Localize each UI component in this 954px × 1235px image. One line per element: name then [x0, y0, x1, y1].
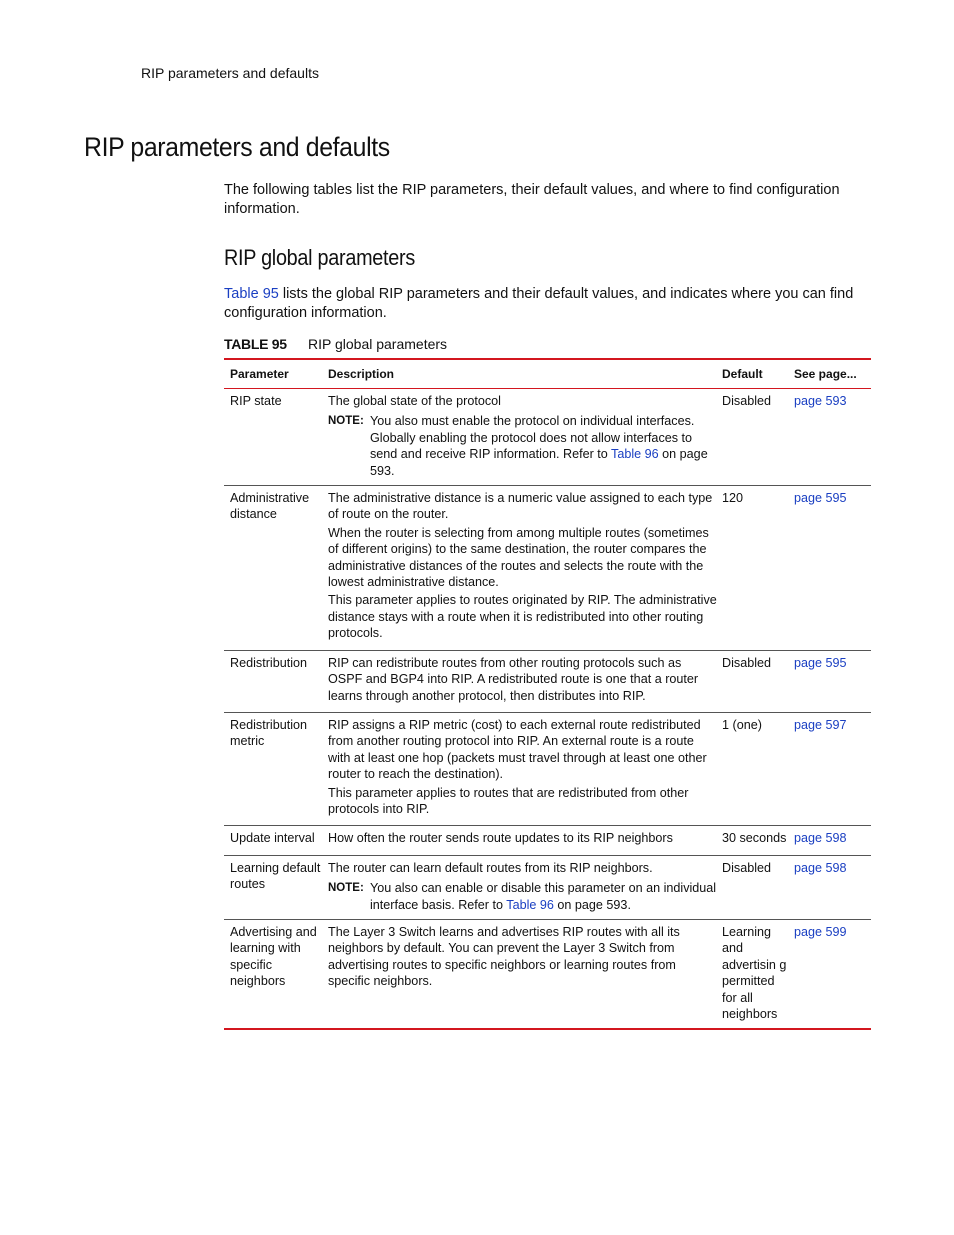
cell-see-page: [789, 716, 871, 819]
cell-default: Disabled: [722, 394, 772, 408]
table-caption-number: TABLE 95: [224, 336, 287, 352]
note-text: You also must enable the protocol on individual interfaces. Globally enabling the protocol does not allow interfaces to send and receive RIP information. Refer to Table 96 on page 593.: [370, 414, 708, 478]
description-text: The administrative distance is a numeric value assigned to each type of route on the router.: [328, 491, 713, 522]
note: [328, 880, 717, 913]
note: [328, 413, 717, 479]
cell-default: 1 (one): [722, 717, 762, 732]
page-link[interactable]: page 599: [794, 924, 847, 939]
table-96-link[interactable]: Table 96: [611, 447, 659, 462]
cell-description: [322, 716, 717, 819]
description-text: This parameter applies to routes that are redistributed from other protocols into RIP.: [328, 785, 689, 816]
description-text: This parameter applies to routes originated by RIP. The administrative distance stays with a route when it is redistributed into other routing protocols.: [328, 593, 717, 641]
section-title: RIP global parameters: [224, 245, 415, 270]
description-text: The global state of the protocol: [328, 394, 501, 408]
table-row: [224, 826, 871, 855]
cell-see-page: [789, 829, 871, 848]
table-header-row: [224, 360, 871, 389]
header-default: Default: [722, 367, 763, 381]
page-link[interactable]: page 595: [794, 655, 847, 670]
cell-default: 30 seconds: [722, 831, 787, 846]
page-link[interactable]: page 597: [794, 717, 847, 732]
intro-paragraph: The following tables list the RIP parameters, their default values, and where to find configuration information.: [224, 182, 840, 217]
cell-see-page: [789, 489, 871, 644]
cell-description: [322, 654, 717, 706]
cell-description: [322, 923, 717, 1022]
cell-default: Learning and advertisin g permitted for all neighbors: [722, 924, 787, 1021]
cell-see-page: [789, 859, 871, 913]
cell-parameter: Advertising and learning with specific neighbors: [230, 924, 317, 989]
cell-default: 120: [722, 491, 744, 506]
table-row: [224, 856, 871, 920]
cell-description: [322, 859, 717, 913]
section-paragraph: [224, 285, 874, 323]
description-text: RIP assigns a RIP metric (cost) to each external route redistributed from another routing protocol into RIP. An external route is a route with at least one hop (packets must travel through at least one other router to reach the destination).: [328, 717, 707, 782]
page-title: RIP parameters and defaults: [84, 132, 390, 162]
table-bottom-rule: [224, 1028, 871, 1030]
cell-default: Disabled: [722, 655, 772, 670]
note-label: NOTE:: [328, 415, 364, 428]
cell-description: [322, 392, 717, 479]
cell-parameter: Learning default routes: [230, 860, 321, 892]
table-caption: [224, 336, 447, 352]
cell-see-page: [789, 654, 871, 706]
page-link[interactable]: page 593: [794, 394, 847, 408]
table-row: [224, 713, 871, 826]
cell-see-page: [789, 923, 871, 1022]
table-row: [224, 389, 871, 486]
description-text: The Layer 3 Switch learns and advertises RIP routes with all its neighbors by default. You can prevent the Layer 3 Switch from advertising routes to specific neighbors or learning routes from specific neighbors.: [328, 924, 680, 989]
section-paragraph-text: lists the global RIP parameters and their default values, and indicates where you can find configuration information.: [224, 286, 854, 321]
cell-parameter: Administrative distance: [230, 491, 310, 522]
cell-default: Disabled: [722, 860, 772, 875]
note-label: NOTE:: [328, 882, 364, 895]
table-96-link[interactable]: Table 96: [506, 897, 554, 912]
cell-see-page: [789, 392, 871, 479]
cell-parameter: Update interval: [230, 831, 315, 846]
description-text: When the router is selecting from among multiple routes (sometimes of different origins) to the same destination, the router compares the administrative distances of the routes and selects the route with the lowest administrative distance.: [328, 525, 709, 590]
cell-description: [322, 829, 717, 848]
cell-parameter: Redistribution metric: [230, 717, 308, 749]
page-link[interactable]: page 598: [794, 860, 847, 875]
description-text: The router can learn default routes from its RIP neighbors.: [328, 860, 653, 875]
cell-parameter: Redistribution: [230, 655, 308, 670]
header-parameter: Parameter: [230, 367, 289, 381]
header-see-page: See page...: [794, 367, 857, 381]
page-link[interactable]: page 598: [794, 831, 847, 846]
table-row: [224, 920, 871, 1028]
description-text: RIP can redistribute routes from other routing protocols such as OSPF and BGP4 into RIP. A redistributed route is one that a router learns through another protocol, then distributes into RIP.: [328, 655, 699, 703]
table-caption-title: RIP global parameters: [308, 336, 448, 352]
rip-global-parameters-table: [224, 358, 871, 1030]
running-header: RIP parameters and defaults: [141, 65, 319, 81]
header-description: Description: [328, 367, 395, 381]
table-row: [224, 486, 871, 651]
page-link[interactable]: page 595: [794, 491, 847, 506]
note-text: You also can enable or disable this parameter on an individual interface basis. Refer to Table 96 on page 593.: [370, 881, 717, 912]
table-95-link[interactable]: Table 95: [224, 286, 279, 302]
description-text: How often the router sends route updates to its RIP neighbors: [328, 831, 673, 846]
cell-parameter: RIP state: [230, 394, 282, 408]
table-row: [224, 651, 871, 713]
cell-description: [322, 489, 717, 644]
